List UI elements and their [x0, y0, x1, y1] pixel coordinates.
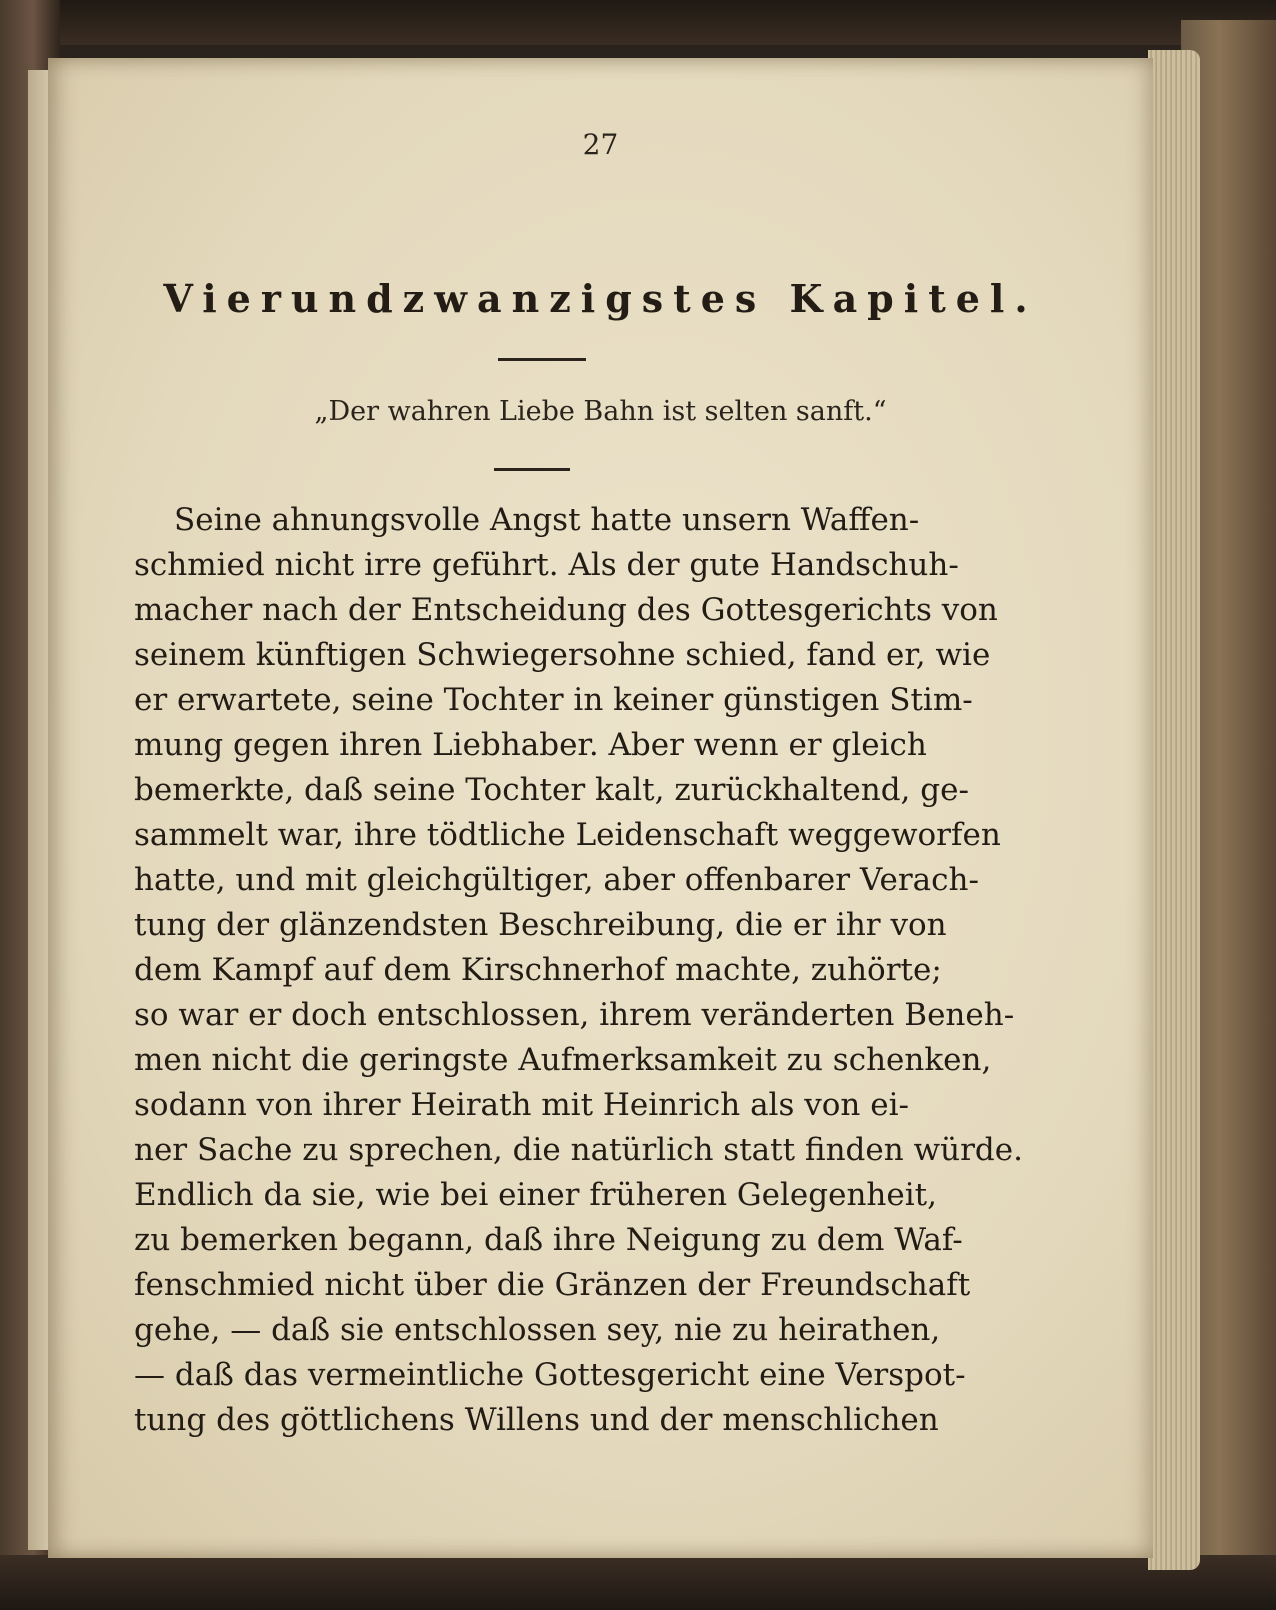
text-line: fenschmied nicht über die Gränzen der Freundschaft: [134, 1267, 971, 1303]
page-edges: [1148, 50, 1200, 1570]
text-line: men nicht die geringste Aufmerksamkeit zu schenken,: [134, 1042, 992, 1078]
text-line: zu bemerken begann, daß ihre Neigung zu dem Waf-: [134, 1222, 963, 1258]
body-text: [134, 498, 1023, 1443]
text-line: seinem künftigen Schwiegersohne schied, fand er, wie: [134, 637, 991, 673]
text-line: dem Kampf auf dem Kirschnerhof machte, zuhörte;: [134, 952, 942, 988]
text-line: tung des göttlichens Willens und der menschlichen: [134, 1402, 939, 1438]
text-line: er erwartete, seine Tochter in keiner günstigen Stim-: [134, 682, 973, 718]
text-line: Endlich da sie, wie bei einer früheren Gelegenheit,: [134, 1177, 937, 1213]
text-line: hatte, und mit gleichgültiger, aber offenbarer Verach-: [134, 862, 979, 898]
epigraph-divider: [494, 468, 570, 471]
title-divider: [498, 358, 586, 361]
text-line: gehe, — daß sie entschlossen sey, nie zu heirathen,: [134, 1312, 941, 1348]
text-line: mung gegen ihren Liebhaber. Aber wenn er gleich: [134, 727, 927, 763]
text-line: tung der glänzendsten Beschreibung, die er ihr von: [134, 907, 947, 943]
text-line: ner Sache zu sprechen, die natürlich statt finden würde.: [134, 1132, 1023, 1168]
book-page: [48, 58, 1153, 1558]
chapter-title: Vierundzwanzigstes Kapitel.: [163, 276, 1038, 321]
text-line: Seine ahnungsvolle Angst hatte unsern Waffen-: [174, 502, 920, 538]
text-line: macher nach der Entscheidung des Gottesgerichts von: [134, 592, 998, 628]
text-line: schmied nicht irre geführt. Als der gute Handschuh-: [134, 547, 959, 583]
epigraph: „Der wahren Liebe Bahn ist selten sanft.“: [314, 396, 887, 427]
text-line: — daß das vermeintliche Gottesgericht eine Verspot-: [134, 1357, 966, 1393]
page-number: 27: [582, 128, 619, 161]
book-cover-top: [0, 0, 1276, 45]
text-line: sammelt war, ihre tödtliche Leidenschaft weggeworfen: [134, 817, 1001, 853]
book-cover-bottom: [0, 1555, 1276, 1610]
text-line: bemerkte, daß seine Tochter kalt, zurückhaltend, ge-: [134, 772, 969, 808]
text-line: sodann von ihrer Heirath mit Heinrich als von ei-: [134, 1087, 909, 1123]
text-line: so war er doch entschlossen, ihrem veränderten Beneh-: [134, 997, 1015, 1033]
